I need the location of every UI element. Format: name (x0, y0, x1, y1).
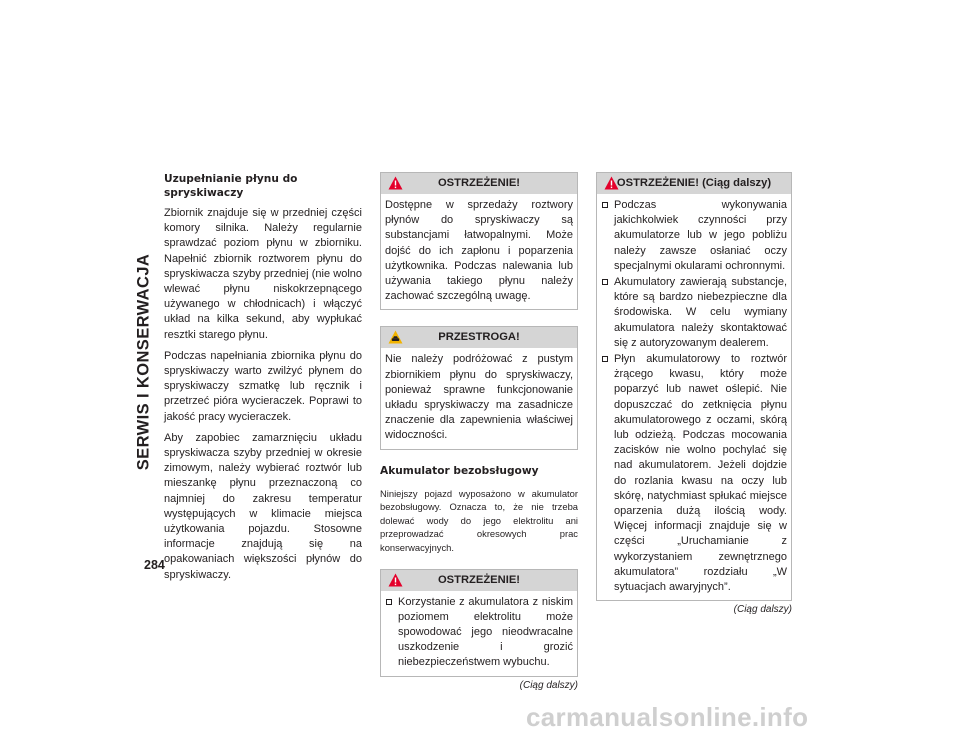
paragraph-1: Zbiornik znajduje się w przedniej części komory silnika. Należy regularnie sprawdzać poziom płynu w zbiorniku. Napełnić zbiornik roztworem płynu do spryskiwacza szyby przedniej (nie wolno wlewać płynu niskokrzepnącego używanego w chłodnicach) i włączyć układ na kilka sekund, aby wypłukać resztki starego płynu. (164, 207, 362, 341)
warning-box-header (381, 570, 577, 591)
warning-box-title: OSTRZEŻENIE! (437, 573, 521, 586)
warning-box-text: Dostępne w sprzedaży roztwory płynów do spryskiwaczy są substancjami łatwopalnymi. Może dojść do ich zapłonu i poparzenia użytkownika. Podczas nalewania lub używania takiego płynu należy zachować szczególną uwagę. (385, 199, 573, 303)
square-bullet-icon (602, 279, 608, 285)
warning-box-title: OSTRZEŻENIE! (437, 176, 521, 189)
warning-box-header (597, 173, 791, 194)
paragraph-3: Aby zapobiec zamarznięciu układu spryskiwacza szyby przedniej w okresie zimowym, należy wybierać roztwór lub mieszankę płynu przeznaczoną co najmniej do zakresu temperatur występujących w klimacie miejsca użytkowania pojazdu. Stosowne informacje znajdują się na opakowaniach większości płynów do spryskiwaczy. (164, 431, 362, 581)
column-left (164, 172, 362, 583)
warning-box-body (381, 194, 577, 309)
square-bullet-icon (602, 202, 608, 208)
warning-triangle-icon (388, 176, 403, 190)
list-item-text: Korzystanie z akumulatora z niskim poziomem elektrolitu może spowodować jego nieodwracalne uszkodzenie i grozić niebezpieczeństwem wybuchu. (398, 595, 573, 669)
warning-box-flammable (380, 172, 578, 310)
caution-box-text: Nie należy podróżować z pustym zbiornikiem płynu do spryskiwaczy, ponieważ sprawne funkcjonowanie układu spryskiwaczy ma zasadnicze znaczenie dla zapewnienia właściwej widoczności. (385, 353, 573, 442)
caution-box-body (381, 348, 577, 448)
warning-box-header (381, 173, 577, 194)
column-middle (380, 172, 578, 692)
warning-triangle-icon (604, 176, 619, 190)
column-right (596, 172, 792, 616)
list-item (601, 198, 787, 274)
list-item-text: Płyn akumulatorowy to roztwór żrącego kwasu, który może poparzyć lub nawet oślepić. Nie dopuszczać do zetknięcia płynu akumulatorowego z oczami, skórą lub odzieżą. Podczas mocowania zacisków nie wolno pochylać się nad akumulatorem. Jeżeli dojdzie do rozlania kwasu na oczy lub skórę, natychmiast spłukać miejsce oparzenia dużą ilością wody. Więcej informacji znajduje się w części „Uruchamianie z wykorzystaniem zewnętrznego akumulatora” rozdziału „W sytuacjach awaryjnych”. (614, 353, 787, 594)
section-title-text: SERWIS I KONSERWACJA (134, 253, 153, 471)
paragraph-2: Podczas napełniania zbiornika płynu do spryskiwaczy warto zwilżyć płynem do spryskiwaczy szmatkę lub ręcznik i przetrzeć pióra wycieraczek. Poprawi to jakość pracy wycieraczek. (164, 349, 362, 423)
list-item (385, 595, 573, 671)
continued-label: (Ciąg dalszy) (519, 679, 578, 691)
caution-car-icon (388, 330, 403, 344)
list-item-text: Akumulatory zawierają substancje, które są bardzo niebezpieczne dla środowiska. W celu wymiany akumulatora należy skontaktować się z autoryzowanym dealerem. (614, 276, 787, 349)
warning-box-body (381, 591, 577, 676)
caution-box-header (381, 327, 577, 348)
washer-fluid-heading: Uzupełnianie płynu do spryskiwaczy (164, 173, 298, 199)
square-bullet-icon (602, 356, 608, 362)
list-item (601, 275, 787, 351)
watermark: carmanualsonline.info (526, 702, 809, 732)
battery-heading: Akumulator bezobsługowy (380, 464, 539, 477)
warning-box-continued (596, 172, 792, 601)
warning-box-body (597, 194, 791, 600)
warning-box-battery (380, 569, 578, 677)
continued-label: (Ciąg dalszy) (733, 604, 792, 616)
warning-box-title: OSTRZEŻENIE! (Ciąg dalszy) (616, 176, 772, 189)
page-number: 284 (144, 558, 165, 572)
section-side-title (124, 172, 164, 552)
caution-box-title: PRZESTROGA! (438, 331, 520, 344)
list-item-text: Podczas wykonywania jakichkolwiek czynności przy akumulatorze lub w jego pobliżu należy zawsze osłaniać oczy specjalnymi okularami ochronnymi. (614, 199, 787, 272)
battery-intro: Niniejszy pojazd wyposażono w akumulator bezobsługowy. Oznacza to, że nie trzeba dolewać wody do jego elektrolitu ani przeprowadzać okresowych prac konserwacyjnych. (380, 487, 578, 554)
square-bullet-icon (386, 599, 392, 605)
caution-box (380, 326, 578, 449)
list-item (601, 352, 787, 595)
warning-triangle-icon (388, 573, 403, 587)
